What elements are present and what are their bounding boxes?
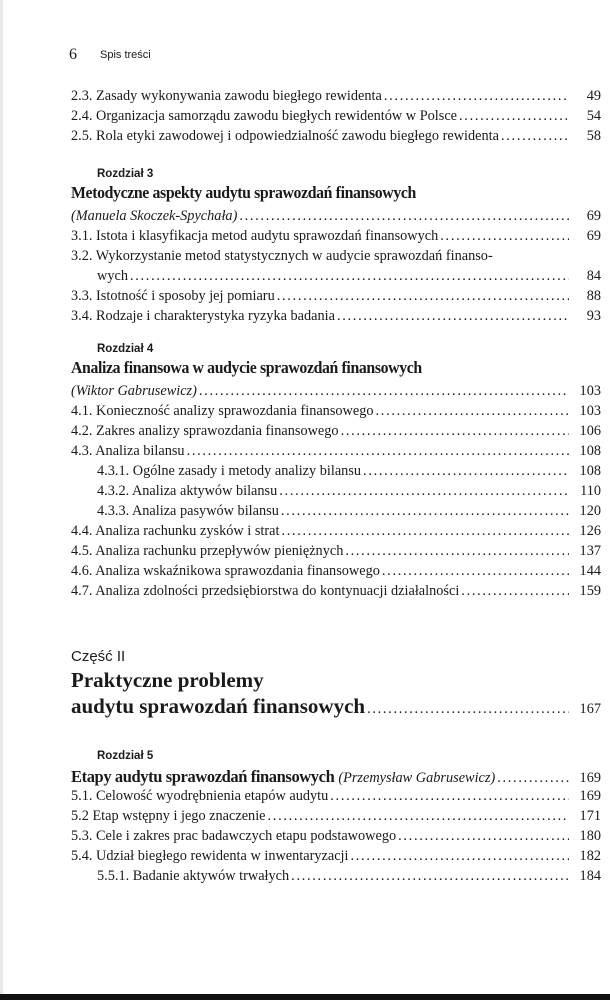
chapter-label: Rozdział 5 xyxy=(97,750,154,762)
toc-entry-page: 169 xyxy=(579,770,601,786)
toc-entry xyxy=(71,523,601,543)
toc-entry-page: 126 xyxy=(579,523,601,539)
toc-entry xyxy=(71,583,601,603)
toc-entry-page: 103 xyxy=(579,403,601,419)
toc-entry-page: 93 xyxy=(586,308,601,324)
toc-entry-page: 84 xyxy=(586,268,601,284)
chapter-author: (Przemysław Gabrusewicz) xyxy=(338,770,496,786)
toc-entry-text: 4.3.2. Analiza aktywów bilansu xyxy=(97,483,278,499)
toc-entry-page: 110 xyxy=(580,483,601,499)
toc-entry-text: wych xyxy=(97,268,128,284)
toc-entry xyxy=(71,563,601,583)
toc-entry-page: 182 xyxy=(579,848,601,864)
toc-author-entry xyxy=(71,208,601,228)
toc-entry-text: 4.1. Konieczność analizy sprawozdania finansowego xyxy=(71,403,374,419)
part-label: Część II xyxy=(71,648,126,665)
toc-entry xyxy=(71,128,601,148)
toc-entry-page: 180 xyxy=(579,828,601,844)
page-edge-shadow xyxy=(0,0,3,1000)
toc-entry-page: 88 xyxy=(586,288,601,304)
toc-entry-text: 3.4. Rodzaje i charakterystyka ryzyka badania xyxy=(71,308,335,324)
toc-entry xyxy=(71,423,601,443)
chapter-title: Metodyczne aspekty audytu sprawozdań finansowych xyxy=(71,183,416,202)
toc-entry xyxy=(71,228,601,248)
toc-entry-text: 2.3. Zasady wykonywania zawodu biegłego rewidenta xyxy=(71,88,382,104)
toc-entry-page: 108 xyxy=(579,443,601,459)
toc-entry-page: 169 xyxy=(579,788,601,804)
toc-entry xyxy=(71,88,601,108)
toc-entry xyxy=(71,403,601,423)
toc-subentry xyxy=(97,463,601,483)
toc-entry xyxy=(71,288,601,308)
toc-subentry xyxy=(97,483,601,503)
toc-entry-page: 49 xyxy=(586,88,601,104)
toc-entry xyxy=(71,543,601,563)
toc-entry-text: 5.1. Celowość wyodrębnienia etapów audytu xyxy=(71,788,329,804)
toc-entry xyxy=(71,443,601,463)
toc-entry-page: 54 xyxy=(586,108,601,124)
toc-entry-text: 3.1. Istota i klasyfikacja metod audytu sprawozdań finansowych xyxy=(71,228,439,244)
toc-entry-page: 103 xyxy=(579,383,601,399)
toc-entry-text: 5.4. Udział biegłego rewidenta w inwentaryzacji xyxy=(71,848,349,864)
toc-entry-page: 144 xyxy=(579,563,601,579)
toc-entry xyxy=(71,308,601,328)
toc-entry-page: 137 xyxy=(579,543,601,559)
toc-entry-text: 4.3.1. Ogólne zasady i metody analizy bilansu xyxy=(97,463,362,479)
toc-chapter-entry xyxy=(71,767,601,787)
toc-entry-text: 4.4. Analiza rachunku zysków i strat xyxy=(71,523,280,539)
toc-entry-text: 2.4. Organizacja samorządu zawodu biegłych rewidentów w Polsce xyxy=(71,108,458,124)
toc-entry-text: 3.2. Wykorzystanie metod statystycznych w audycie sprawozdań finanso- xyxy=(71,248,493,264)
chapter-title: Etapy audytu sprawozdań finansowych xyxy=(71,767,335,786)
toc-entry-text: 5.3. Cele i zakres prac badawczych etapu podstawowego xyxy=(71,828,397,844)
toc-entry xyxy=(71,808,601,828)
running-title: Spis treści xyxy=(100,49,151,61)
toc-entry-text: 2.5. Rola etyki zawodowej i odpowiedzialność zawodu biegłego rewidenta xyxy=(71,128,499,144)
toc-entry-page: 106 xyxy=(579,423,601,439)
chapter-label: Rozdział 3 xyxy=(97,168,154,180)
toc-subentry xyxy=(97,868,601,888)
toc-entry-text: 4.2. Zakres analizy sprawozdania finansowego xyxy=(71,423,339,439)
chapter-author: (Wiktor Gabrusewicz) xyxy=(71,383,197,399)
chapter-title: Analiza finansowa w audycie sprawozdań finansowych xyxy=(71,358,422,377)
toc-entry-text: 4.5. Analiza rachunku przepływów pieniężnych xyxy=(71,543,344,559)
toc-entry-page: 69 xyxy=(586,228,601,244)
toc-entry-page: 159 xyxy=(579,583,601,599)
toc-entry-page: 120 xyxy=(579,503,601,519)
toc-entry-text: 4.6. Analiza wskaźnikowa sprawozdania finansowego xyxy=(71,563,380,579)
page-number: 6 xyxy=(69,46,77,63)
toc-entry-page: 58 xyxy=(586,128,601,144)
toc-entry xyxy=(71,828,601,848)
toc-entry-continuation xyxy=(97,268,601,288)
scan-bottom-edge xyxy=(0,994,610,1000)
chapter-author: (Manuela Skoczek-Spychała) xyxy=(71,208,238,224)
toc-entry xyxy=(71,848,601,868)
toc-entry-text: 5.2 Etap wstępny i jego znaczenie xyxy=(71,808,266,824)
part-title-line2: audytu sprawozdań finansowych xyxy=(71,694,366,718)
toc-entry xyxy=(71,108,601,128)
toc-entry xyxy=(71,248,601,268)
toc-entry-page: 69 xyxy=(586,208,601,224)
chapter-label: Rozdział 4 xyxy=(97,343,154,355)
toc-entry-text: 3.3. Istotność i sposoby jej pomiaru xyxy=(71,288,275,304)
toc-entry xyxy=(71,788,601,808)
toc-entry-text: 4.7. Analiza zdolności przedsiębiorstwa do kontynuacji działalności xyxy=(71,583,460,599)
toc-entry-page: 171 xyxy=(579,808,601,824)
toc-author-entry xyxy=(71,383,601,403)
toc-entry-page: 108 xyxy=(579,463,601,479)
toc-entry-text: 5.5.1. Badanie aktywów trwałych xyxy=(97,868,290,884)
toc-entry-page: 184 xyxy=(579,868,601,884)
toc-entry-text: 4.3. Analiza bilansu xyxy=(71,443,185,459)
toc-entry-text: 4.3.3. Analiza pasywów bilansu xyxy=(97,503,279,519)
part-title-line1: Praktyczne problemy xyxy=(71,668,264,692)
toc-subentry xyxy=(97,503,601,523)
toc-entry-page: 167 xyxy=(579,701,601,717)
part-title-entry xyxy=(71,694,601,722)
